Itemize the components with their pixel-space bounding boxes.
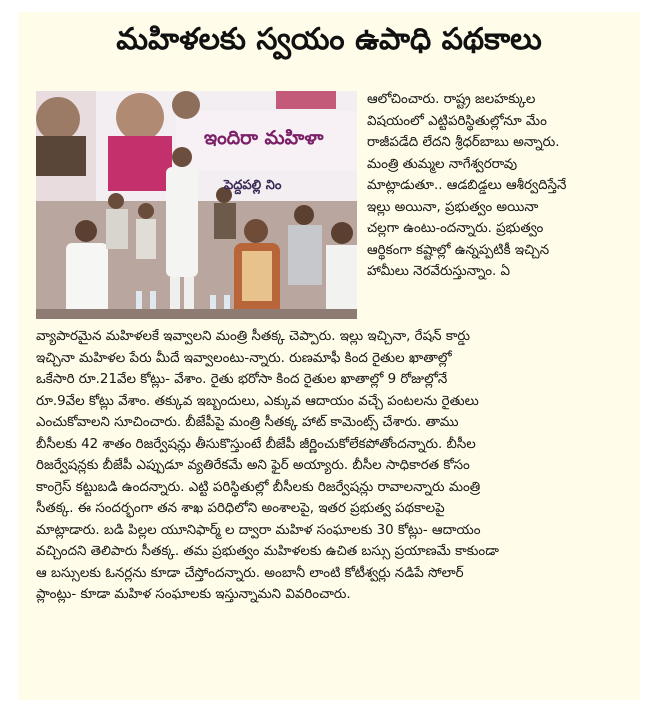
event-photo-illustration (36, 91, 357, 319)
text-line: రిజర్వేషన్లకు బీజేపీ ఎప్పుడూ వ్యతిరేకమే అని ఫైర్ అయ్యారు. బీసీల సాధికారత కోసం (36, 458, 470, 473)
text-line: ఆ బస్సులకు ఓనర్లను కూడా చేస్తోందన్నారు. అంబానీ లాంటి కోటీశ్వర్లు నడిపే సోలార్ (36, 565, 464, 581)
text-line: మాట్లాడారు. బడి పిల్లల యూనిఫార్మ్ ల ద్వారా మహిళ సంఘాలకు 30 కోట్లు- ఆదాయం (36, 522, 481, 538)
text-line: ఆర్థికంగా కష్టాల్లో ఉన్నప్పటికీ ఇచ్చిన (367, 242, 550, 258)
text-line: వచ్చిందని తెలిపారు సీతక్క. తమ ప్రభుత్వం మహిళలకు ఉచిత బస్సు ప్రయాణమే కాకుండా (36, 544, 499, 559)
text-line: విషయంలో ఎట్టిపరిస్థితుల్లోనూ మేం (367, 113, 547, 129)
text-line: బీసీలకు 42 శాతం రిజర్వేషన్లు తీసుకొస్తుంటే బీజేపీ జీర్ణించుకోలేకపోతోందన్నారు. బీసీల (36, 436, 476, 452)
banner-subcaption: పెద్దపల్లి నిం (224, 178, 282, 193)
side-column-text (367, 89, 624, 283)
news-clipping (18, 12, 640, 700)
headline: మహిళలకు స్వయం ఉపాధి పథకాలు (116, 22, 542, 57)
banner-caption: ఇందిరా మహిళా (204, 127, 324, 149)
text-line: మంత్రి తుమ్మల నాగేశ్వరరావు (367, 156, 518, 172)
text-line: మాట్లాడుతూ.. ఆడబిడ్డలు ఆశీర్వదిస్తేనే (367, 178, 567, 193)
text-line: ఎంచుకోవాలని సూచించారు. బీజేపీపై మంత్రి సీతక్క హాట్ కామెంట్స్ చేశారు. తాము (36, 415, 459, 430)
text-line: సీతక్క. ఈ సందర్భంగా తన శాఖ పరిధిలోని అంశాలపై, ఇతర ప్రభుత్వ పథకాలపై (36, 501, 445, 516)
text-line: ఒకేసారి రూ.21వేల కోట్లు- వేశాం. రైతు భరోసా కింద రైతుల ఖాతాల్లో 9 రోజుల్లోనే (36, 372, 448, 387)
text-line: రూ.9వేల కోట్లు వేశాం. తక్కువ ఇబ్బందులు, ఎక్కువ ఆదాయం వచ్చే పంటలను రైతులు (36, 393, 479, 409)
text-line: ప్లాంట్లు- కూడా మహిళ సంఘాలకు ఇస్తున్నామని వివరించారు. (36, 587, 351, 602)
text-line: ఇచ్చినా మహిళల పేరు మీదే ఇవ్వాలంటు-న్నారు. రుణమాఫీ కింద రైతుల ఖాతాల్లో (36, 350, 452, 366)
article-photo (36, 91, 357, 319)
text-line: రాజీపడేది లేదని శ్రీధర్‌బాబు అన్నారు. (367, 135, 560, 150)
text-line: హామీలు నెరవేరుస్తున్నాం. ఏ (367, 264, 511, 279)
text-line: వ్యాపారమైన మహిళలకే ఇవ్వాలని మంత్రి సీతక్క చెప్పారు. ఇల్లు ఇచ్చినా, రేషన్ కార్డు (36, 329, 471, 344)
full-width-text (36, 326, 626, 606)
text-line: కాంగ్రెస్ కట్టుబడి ఉందన్నారు. ఎట్టి పరిస్థితుల్లో బీసీలకు రిజర్వేషన్లు రావాలన్నారు మంత్రి (36, 479, 481, 495)
text-line: ఆలోచించారు. రాష్ట్ర జలహక్కుల (367, 92, 536, 107)
text-line: ఇల్లు అయినా, ప్రభుత్వం అయినా (367, 199, 539, 215)
text-line: చల్లగా ఉంటు-ందన్నారు. ప్రభుత్వం (367, 221, 544, 236)
